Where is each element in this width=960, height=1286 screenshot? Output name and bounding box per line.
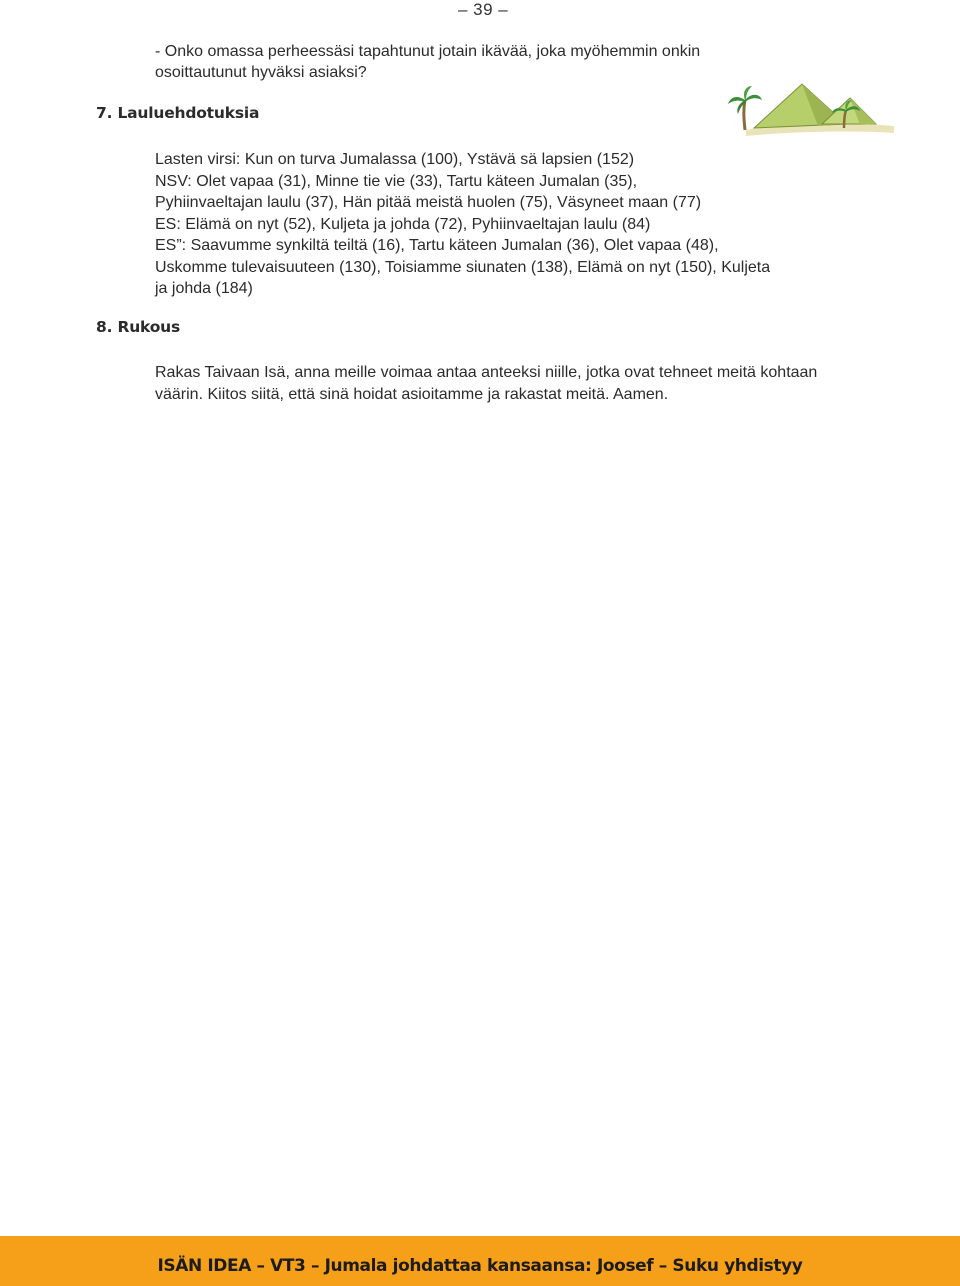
song-line: Uskomme tulevaisuuteen (130), Toisiamme siunaten (138), Elämä on nyt (150), Kuljeta (155, 258, 771, 276)
section-heading-songs: 7. Lauluehdotuksia (96, 104, 260, 122)
footer-bar (0, 1236, 960, 1286)
song-line: Pyhiinvaeltajan laulu (37), Hän pitää meistä huolen (75), Väsyneet maan (77) (155, 194, 702, 211)
song-line: ES”: Saavumme synkiltä teiltä (16), Tartu käteen Jumalan (36), Olet vapaa (48), (155, 237, 719, 254)
song-line: ja johda (184) (155, 280, 253, 297)
song-line: NSV: Olet vapaa (31), Minne tie vie (33), Tartu käteen Jumalan (35), (155, 172, 638, 190)
song-line: ES: Elämä on nyt (52), Kuljeta ja johda (72), Pyhiinvaeltajan laulu (84) (155, 215, 651, 233)
song-line: Lasten virsi: Kun on turva Jumalassa (100), Ystävä sä lapsien (152) (155, 151, 635, 168)
discussion-question: - Onko omassa perheessäsi tapahtunut jotain ikävää, joka myöhemmin onkin osoittautunut hyväksi asiaksi? (155, 43, 701, 81)
prayer-text: Rakas Taivaan Isä, anna meille voimaa antaa anteeksi niille, jotka ovat tehneet meitä kohtaan väärin. Kiitos siitä, että sinä hoidat asioitamme ja rakastat meitä. Aamen. (155, 364, 818, 403)
song-suggestions (155, 149, 835, 300)
pyramids-palms-icon (726, 78, 896, 140)
footer-title: ISÄN IDEA – VT3 – Jumala johdattaa kansaansa: Joosef – Suku yhdistyy (157, 1256, 803, 1276)
section-heading-prayer: 8. Rukous (96, 318, 181, 336)
page-number: – 39 – (458, 0, 509, 19)
